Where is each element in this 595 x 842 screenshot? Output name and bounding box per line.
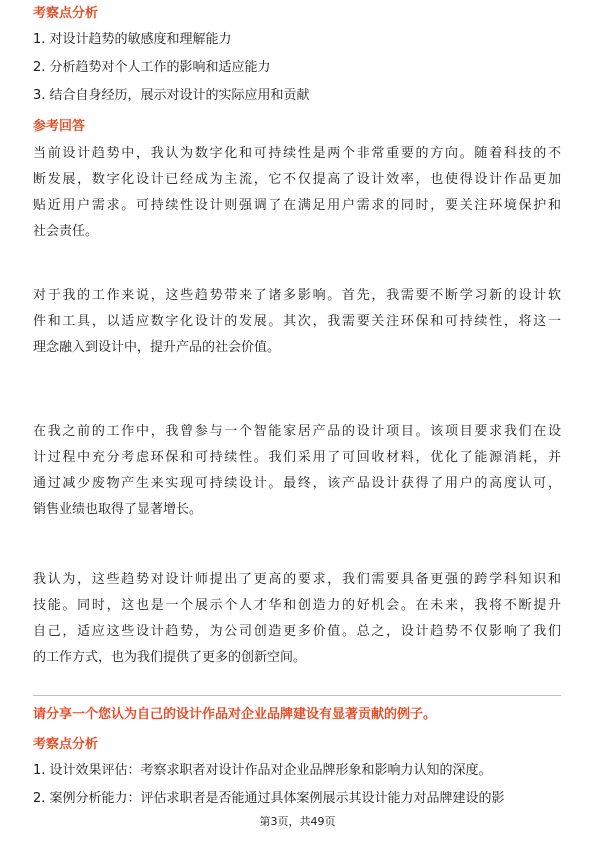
paragraph-line: 技能。同时，这也是一个展示个人才华和创造力的好机会。在未来，我将不断提升 bbox=[33, 598, 561, 613]
paragraph-line: 断发展，数字化设计已经成为主流，它不仅提高了设计效率，也使得设计作品更加 bbox=[33, 172, 561, 187]
paragraph-line: 在我之前的工作中，我曾参与一个智能家居产品的设计项目。该项目要求我们在设 bbox=[33, 424, 561, 439]
analysis-item-2-1: 1. 设计效果评估：考察求职者对设计作品对企业品牌形象和影响力认知的深度。 bbox=[33, 763, 492, 778]
analysis-item-3: 3. 结合自身经历，展示对设计的实际应用和贡献 bbox=[33, 88, 310, 103]
section-divider bbox=[33, 695, 561, 696]
paragraph-line: 对于我的工作来说，这些趋势带来了诸多影响。首先，我需要不断学习新的设计软 bbox=[33, 288, 561, 303]
paragraph-line: 理念融入到设计中，提升产品的社会价值。 bbox=[33, 340, 281, 355]
paragraph-line: 社会责任。 bbox=[33, 224, 99, 239]
analysis-heading-2: 考察点分析 bbox=[33, 737, 99, 752]
answer-paragraph-2 bbox=[33, 283, 561, 361]
question-text: 请分享一个您认为自己的设计作品对企业品牌建设有显著贡献的例子。 bbox=[33, 707, 437, 722]
paragraph-line: 的工作方式，也为我们提供了更多的创新空间。 bbox=[33, 650, 307, 665]
answer-paragraph-4 bbox=[33, 567, 561, 671]
paragraph-line: 我认为，这些趋势对设计师提出了更高的要求，我们需要具备更强的跨学科知识和 bbox=[33, 572, 561, 587]
paragraph-line: 通过减少废物产生来实现可持续设计。最终，该产品设计获得了用户的高度认可， bbox=[33, 476, 561, 491]
answer-heading: 参考回答 bbox=[33, 119, 86, 134]
analysis-item-2: 2. 分析趋势对个人工作的影响和适应能力 bbox=[33, 60, 271, 75]
paragraph-line: 贴近用户需求。可持续性设计则强调了在满足用户需求的同时，要关注环境保护和 bbox=[33, 198, 561, 213]
paragraph-line: 自己，适应这些设计趋势，为公司创造更多价值。总之，设计趋势不仅影响了我们 bbox=[33, 624, 561, 639]
paragraph-line: 销售业绩也取得了显著增长。 bbox=[33, 502, 203, 517]
answer-paragraph-3 bbox=[33, 419, 561, 523]
page-footer: 第3页，共49页 bbox=[259, 815, 336, 828]
answer-paragraph-1 bbox=[33, 141, 561, 245]
analysis-item-1: 1. 对设计趋势的敏感度和理解能力 bbox=[33, 32, 232, 47]
analysis-item-2-2: 2. 案例分析能力：评估求职者是否能通过具体案例展示其设计能力对品牌建设的影 bbox=[33, 791, 505, 806]
paragraph-line: 件和工具，以适应数字化设计的发展。其次，我需要关注环保和可持续性，将这一 bbox=[33, 314, 561, 329]
paragraph-line: 计过程中充分考虑环保和可持续性。我们采用了可回收材料，优化了能源消耗，并 bbox=[33, 450, 561, 465]
paragraph-line: 当前设计趋势中，我认为数字化和可持续性是两个非常重要的方向。随着科技的不 bbox=[33, 146, 561, 161]
analysis-heading: 考察点分析 bbox=[33, 6, 99, 21]
